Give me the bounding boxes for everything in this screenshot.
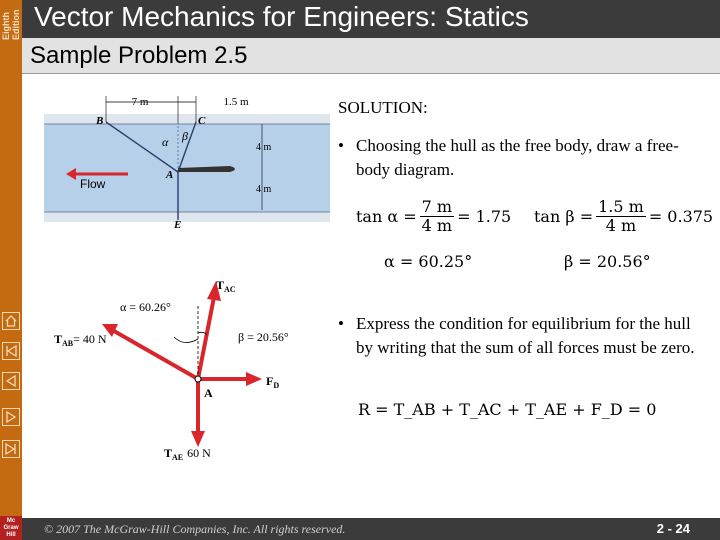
home-icon (3, 313, 19, 329)
page-number: 2 - 24 (656, 521, 690, 536)
beta-result: β = 20.56° (564, 252, 651, 271)
home-button[interactable] (2, 312, 20, 330)
upper-bank (44, 114, 330, 124)
point-A (195, 376, 201, 382)
dim-4m-lower: 4 m (256, 184, 272, 195)
first-icon (3, 343, 19, 359)
fbd-label-A: A (204, 386, 213, 400)
copyright: © 2007 The McGraw-Hill Companies, Inc. All rights reserved. (44, 522, 346, 536)
tan-alpha-equation: tan α = $\frac{7 m}{4 m}$ = 1.75 (356, 197, 512, 235)
dim-7m: 7 m (131, 96, 149, 108)
hull-channel-diagram (44, 92, 330, 228)
flow-label: Flow (80, 177, 106, 191)
force-T-AB (114, 331, 198, 379)
last-icon (3, 441, 19, 457)
alpha-result: α = 60.25° (384, 252, 473, 271)
footer-bar (22, 518, 720, 540)
label-alpha: α (162, 135, 169, 149)
problem-title: Sample Problem 2.5 (30, 42, 248, 69)
subtitle-bar (22, 38, 720, 74)
svg-text:TAB= 40 N: $T_{AB}= 40$ N (54, 332, 107, 348)
bullet-equilibrium: • Express the condition for equilibrium for the hull by writing that the sum of all forces must be zero. (338, 314, 695, 357)
free-body-diagram (52, 275, 322, 475)
last-slide-button[interactable] (2, 440, 20, 458)
svg-text:FD: $F_D$ (266, 374, 280, 390)
fbd-beta-angle: β = 20.56° (238, 330, 289, 344)
lower-bank (44, 212, 330, 222)
svg-text:TAC: $T_{AC}$ (216, 278, 236, 294)
next-slide-button[interactable] (2, 408, 20, 426)
mcgraw-hill-logo: Mc Graw Hill (0, 516, 22, 540)
svg-text:TAE60 N: $T_{AE}$ 60 N (164, 446, 211, 462)
label-C: C (198, 115, 206, 127)
tan-beta-equation: tan β = $\frac{1.5 m}{4 m}$ = 0.375 (534, 197, 714, 235)
title-bar (22, 0, 720, 38)
side-bar (0, 0, 22, 540)
next-icon (3, 409, 19, 425)
edition-word-2: Edition (11, 9, 21, 40)
label-A: A (166, 169, 174, 181)
edition-label (1, 2, 21, 40)
solution-heading: SOLUTION: (338, 98, 428, 117)
dim-1-5m: 1.5 m (223, 96, 249, 108)
first-slide-button[interactable] (2, 342, 20, 360)
label-beta: β (182, 129, 188, 143)
previous-icon (3, 373, 19, 389)
edition-word-1: Eighth (1, 12, 11, 40)
dim-4m-upper: 4 m (256, 142, 272, 153)
fbd-alpha-angle: α = 60.26° (120, 300, 171, 314)
previous-slide-button[interactable] (2, 372, 20, 390)
label-B: B (96, 115, 104, 127)
course-title: Vector Mechanics for Engineers: Statics (34, 1, 529, 32)
label-E: E (174, 219, 182, 228)
force-T-AC (198, 297, 214, 379)
bullet-free-body: • Choosing the hull as the free body, draw a free-body diagram. (338, 136, 679, 179)
equilibrium-equation: R = T_AB + T_AC + T_AE + F_D = 0 (358, 400, 657, 419)
